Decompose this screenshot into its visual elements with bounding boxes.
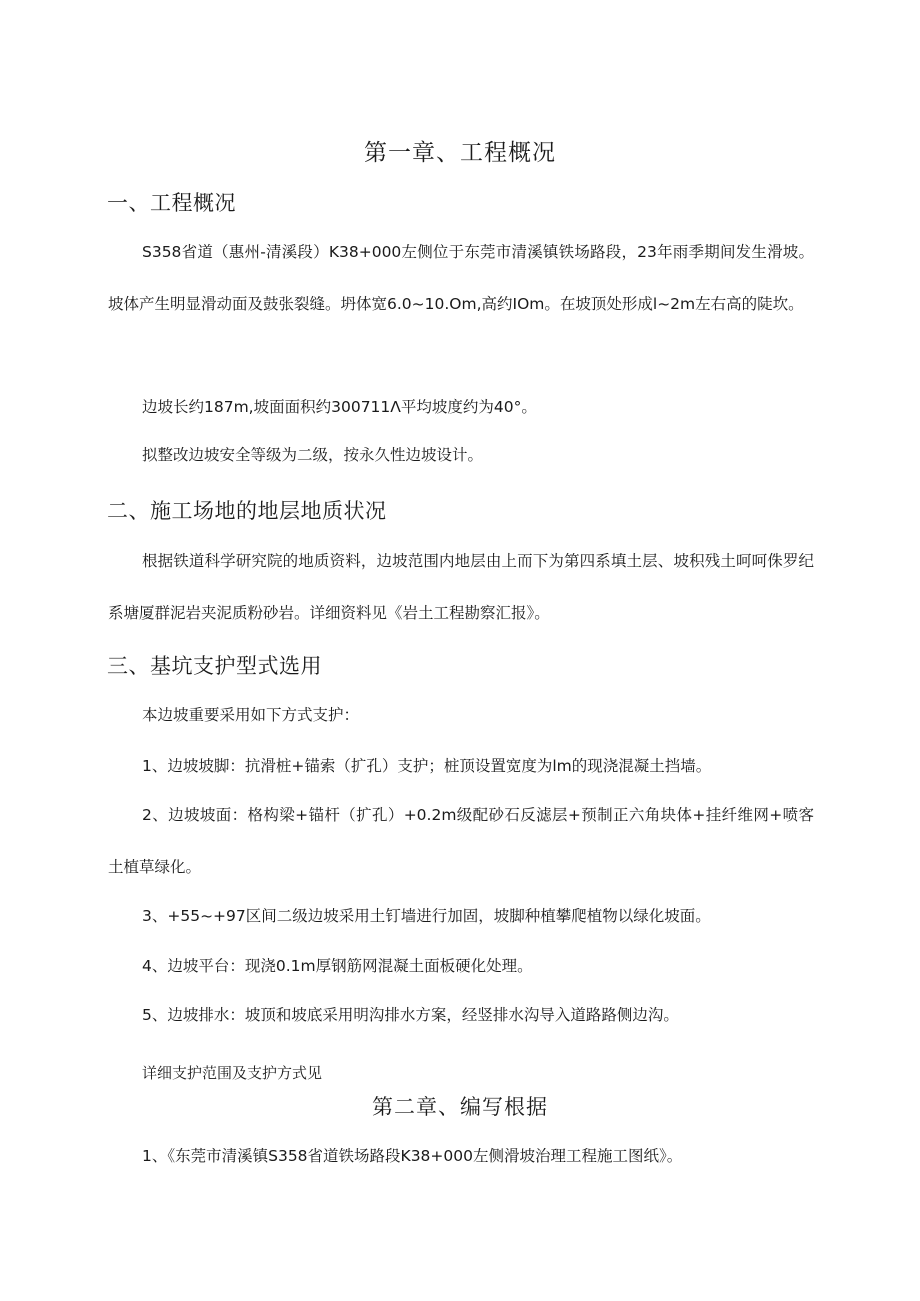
section-1-title: 一、工程概况 xyxy=(107,191,236,215)
section-3-outro: 详细支护范围及支护方式见 xyxy=(142,1064,323,1082)
section-3-item-5: 5、边坡排水：坡顶和坡底采用明沟排水方案，经竖排水沟导入道路路侧边沟。 xyxy=(142,1006,679,1024)
section-3-item-3: 3、+55~+97区间二级边坡采用土钉墙进行加固，坡脚种植攀爬植物以绿化坡面。 xyxy=(142,907,711,925)
section-2-title: 二、施工场地的地层地质状况 xyxy=(107,499,387,523)
section-3-title: 三、基坑支护型式选用 xyxy=(107,654,322,678)
chapter-1-title: 第一章、工程概况 xyxy=(364,140,556,166)
section-1-paragraph-2: 边坡长约187m,坡面面积约300711Λ平均坡度约为40°。 xyxy=(142,398,537,416)
chapter-2-item-1: 1、《东莞市清溪镇S358省道铁场路段K38+000左侧滑坡治理工程施工图纸》。 xyxy=(142,1147,683,1165)
section-1-paragraph-3: 拟整改边坡安全等级为二级，按永久性边坡设计。 xyxy=(142,446,484,464)
section-3-item-1: 1、边坡坡脚：抗滑桩+锚索（扩孔）支护；桩顶设置宽度为lm的现浇混凝土挡墙。 xyxy=(142,757,712,775)
section-2-paragraph-1: 根据铁道科学研究院的地质资料，边坡范围内地层由上而下为第四系填土层、坡积残土呵呵侏罗纪系塘厦群泥岩夹泥质粉砂岩。详细资料见《岩土工程勘察汇报》。 xyxy=(108,552,814,622)
chapter-2-title: 第二章、编写根据 xyxy=(372,1095,548,1119)
section-3-item-2: 2、边坡坡面：格构梁+锚杆（扩孔）+0.2m级配砂石反滤层+预制正六角块体+挂纤维网+喷客土植草绿化。 xyxy=(108,806,814,876)
section-1-paragraph-1: S358省道（惠州-清溪段）K38+000左侧位于东莞市清溪镇铁场路段，23年雨季期间发生滑坡。坡体产生明显滑动面及鼓张裂缝。坍体宽6.0~10.Om,高约IOm。在坡顶处形成l~2m左右高的陡坎。 xyxy=(108,243,814,313)
section-3-item-4: 4、边坡平台：现浇0.1m厚钢筋网混凝土面板硬化处理。 xyxy=(142,957,533,975)
section-3-intro: 本边坡重要采用如下方式支护： xyxy=(142,706,360,724)
